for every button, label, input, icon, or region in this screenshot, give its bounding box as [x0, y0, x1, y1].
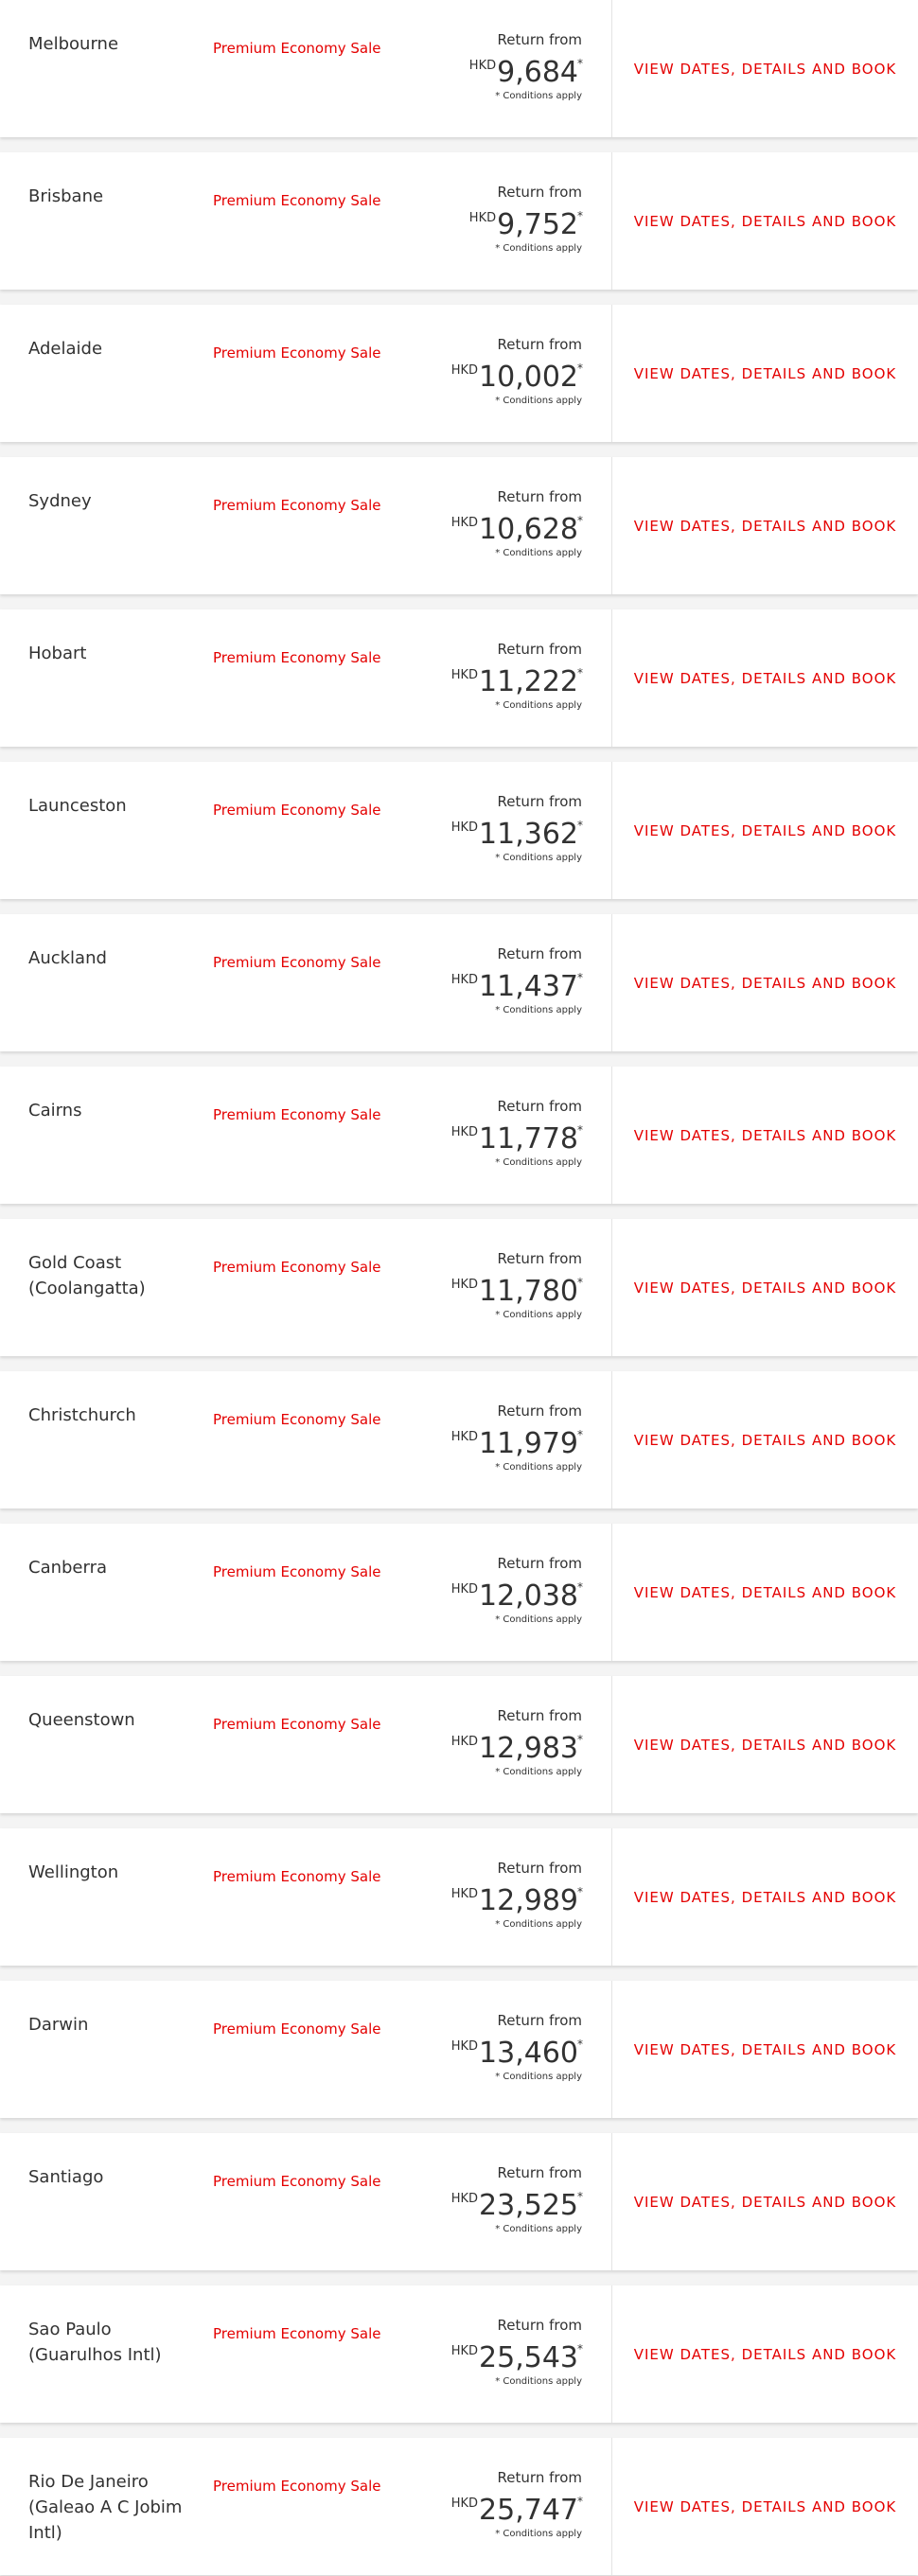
view-dates-button[interactable]: VIEW DATES, DETAILS AND BOOK	[612, 1828, 918, 1966]
fare-block	[469, 31, 582, 103]
sale-label: Premium Economy Sale	[213, 1716, 381, 1733]
conditions-note: * Conditions apply	[495, 91, 582, 101]
price	[451, 1118, 582, 1155]
view-dates-button[interactable]: VIEW DATES, DETAILS AND BOOK	[612, 1371, 918, 1509]
currency-code: HKD	[450, 1278, 479, 1292]
sale-label: Premium Economy Sale	[213, 2173, 381, 2190]
destination-name: Darwin	[28, 2015, 89, 2035]
destination-name: Queenstown	[28, 1710, 135, 1730]
price-asterisk: *	[577, 666, 583, 679]
price	[451, 2184, 582, 2221]
price-amount: 9,684	[497, 56, 578, 89]
currency-code: HKD	[468, 59, 497, 73]
price-asterisk: *	[577, 2190, 583, 2203]
price-asterisk: *	[577, 1580, 583, 1594]
sale-label: Premium Economy Sale	[213, 497, 381, 514]
price	[451, 2032, 582, 2069]
sale-label: Premium Economy Sale	[213, 1411, 381, 1428]
view-dates-button[interactable]: VIEW DATES, DETAILS AND BOOK	[612, 457, 918, 594]
deal-card	[0, 1524, 918, 1661]
sale-label: Premium Economy Sale	[213, 1259, 381, 1276]
price-amount: 12,983	[479, 1732, 578, 1765]
sale-label: Premium Economy Sale	[213, 1868, 381, 1885]
price-asterisk: *	[577, 1733, 583, 1746]
destination-name: Santiago	[28, 2167, 104, 2187]
destination-name: Wellington	[28, 1862, 119, 1882]
price-asterisk: *	[577, 362, 583, 375]
conditions-note: * Conditions apply	[495, 2224, 582, 2234]
currency-code: HKD	[450, 2039, 479, 2054]
price-asterisk: *	[577, 2495, 583, 2508]
fare-block	[451, 2012, 582, 2084]
conditions-note: * Conditions apply	[495, 853, 582, 863]
destination-name: Christchurch	[28, 1405, 136, 1425]
return-from-label: Return from	[497, 184, 582, 201]
conditions-note: * Conditions apply	[495, 1462, 582, 1473]
return-from-label: Return from	[497, 1403, 582, 1420]
currency-code: HKD	[450, 1430, 479, 1444]
view-dates-button[interactable]: VIEW DATES, DETAILS AND BOOK	[612, 914, 918, 1051]
return-from-label: Return from	[497, 1250, 582, 1267]
deal-card	[0, 305, 918, 442]
price-asterisk: *	[577, 819, 583, 832]
deal-card	[0, 1676, 918, 1813]
view-dates-button[interactable]: VIEW DATES, DETAILS AND BOOK	[612, 2285, 918, 2423]
price-asterisk: *	[577, 971, 583, 984]
price-asterisk: *	[577, 2038, 583, 2051]
view-dates-button[interactable]: VIEW DATES, DETAILS AND BOOK	[612, 609, 918, 747]
fare-block	[451, 488, 582, 560]
fare-block	[451, 2317, 582, 2389]
destination-name: Sydney	[28, 491, 92, 511]
price-amount: 12,038	[479, 1579, 578, 1613]
price-asterisk: *	[577, 209, 583, 222]
return-from-label: Return from	[497, 793, 582, 810]
conditions-note: * Conditions apply	[495, 700, 582, 711]
price	[451, 356, 582, 393]
deal-card	[0, 1828, 918, 1966]
price-amount: 12,989	[479, 1884, 578, 1917]
return-from-label: Return from	[497, 2012, 582, 2029]
fare-block	[451, 1860, 582, 1932]
price-asterisk: *	[577, 1276, 583, 1289]
price	[451, 2337, 582, 2373]
return-from-label: Return from	[497, 2164, 582, 2181]
price	[451, 1270, 582, 1307]
currency-code: HKD	[468, 211, 497, 225]
price	[451, 2489, 582, 2526]
return-from-label: Return from	[497, 1860, 582, 1877]
sale-label: Premium Economy Sale	[213, 802, 381, 819]
sale-label: Premium Economy Sale	[213, 954, 381, 971]
return-from-label: Return from	[497, 641, 582, 658]
conditions-note: * Conditions apply	[495, 243, 582, 254]
view-dates-button[interactable]: VIEW DATES, DETAILS AND BOOK	[612, 152, 918, 290]
price	[451, 813, 582, 850]
deal-card	[0, 1371, 918, 1509]
return-from-label: Return from	[497, 945, 582, 962]
fare-block	[451, 2164, 582, 2236]
conditions-note: * Conditions apply	[495, 548, 582, 558]
return-from-label: Return from	[497, 2317, 582, 2334]
price	[451, 1575, 582, 1612]
sale-label: Premium Economy Sale	[213, 2020, 381, 2038]
price-amount: 10,002	[479, 361, 578, 394]
fare-block	[451, 1250, 582, 1322]
view-dates-button[interactable]: VIEW DATES, DETAILS AND BOOK	[612, 1067, 918, 1204]
price-amount: 25,747	[479, 2494, 578, 2527]
price-asterisk: *	[577, 1885, 583, 1898]
price-amount: 11,778	[479, 1122, 578, 1156]
fare-block	[451, 336, 582, 408]
sale-label: Premium Economy Sale	[213, 2325, 381, 2342]
price	[469, 203, 582, 240]
view-dates-button[interactable]: VIEW DATES, DETAILS AND BOOK	[612, 2133, 918, 2270]
deal-card	[0, 1067, 918, 1204]
price-asterisk: *	[577, 514, 583, 527]
return-from-label: Return from	[497, 336, 582, 353]
return-from-label: Return from	[497, 1098, 582, 1115]
price-asterisk: *	[577, 57, 583, 70]
fare-block	[451, 2469, 582, 2541]
deal-card	[0, 609, 918, 747]
fare-block	[451, 793, 582, 865]
currency-code: HKD	[450, 973, 479, 987]
deal-card	[0, 762, 918, 899]
deal-card	[0, 914, 918, 1051]
price	[451, 1879, 582, 1916]
return-from-label: Return from	[497, 1555, 582, 1572]
currency-code: HKD	[450, 363, 479, 378]
price-asterisk: *	[577, 1428, 583, 1441]
price-amount: 25,543	[479, 2341, 578, 2374]
price-amount: 11,362	[479, 818, 578, 851]
deal-card	[0, 457, 918, 594]
deal-card	[0, 2438, 918, 2575]
sale-label: Premium Economy Sale	[213, 40, 381, 57]
sale-label: Premium Economy Sale	[213, 649, 381, 666]
sale-label: Premium Economy Sale	[213, 1563, 381, 1580]
destination-name: Sao Paulo (Guarulhos Intl)	[28, 2320, 162, 2365]
destination-name: Gold Coast (Coolangatta)	[28, 1253, 146, 1298]
conditions-note: * Conditions apply	[495, 2376, 582, 2387]
price	[469, 51, 582, 88]
conditions-note: * Conditions apply	[495, 2529, 582, 2539]
view-dates-button[interactable]: VIEW DATES, DETAILS AND BOOK	[612, 305, 918, 442]
price-amount: 9,752	[497, 208, 578, 241]
view-dates-button[interactable]: VIEW DATES, DETAILS AND BOOK	[612, 0, 918, 137]
price	[451, 965, 582, 1002]
fare-block	[451, 641, 582, 713]
conditions-note: * Conditions apply	[495, 1005, 582, 1015]
price-amount: 11,780	[479, 1275, 578, 1308]
destination-name: Cairns	[28, 1101, 82, 1120]
conditions-note: * Conditions apply	[495, 1919, 582, 1930]
fare-block	[451, 1403, 582, 1474]
currency-code: HKD	[450, 1735, 479, 1749]
view-dates-button[interactable]: VIEW DATES, DETAILS AND BOOK	[612, 1219, 918, 1356]
currency-code: HKD	[450, 1582, 479, 1597]
currency-code: HKD	[450, 516, 479, 530]
conditions-note: * Conditions apply	[495, 1614, 582, 1625]
price-amount: 23,525	[479, 2189, 578, 2222]
currency-code: HKD	[450, 1887, 479, 1901]
view-dates-button[interactable]: VIEW DATES, DETAILS AND BOOK	[612, 762, 918, 899]
price	[451, 661, 582, 697]
destination-name: Brisbane	[28, 186, 104, 206]
conditions-note: * Conditions apply	[495, 1157, 582, 1168]
currency-code: HKD	[450, 1125, 479, 1139]
destination-name: Canberra	[28, 1558, 108, 1578]
destination-name: Auckland	[28, 948, 107, 968]
price-amount: 10,628	[479, 513, 578, 546]
return-from-label: Return from	[497, 488, 582, 505]
deal-card	[0, 0, 918, 137]
fare-block	[451, 1555, 582, 1627]
currency-code: HKD	[450, 2344, 479, 2358]
fare-block	[451, 945, 582, 1017]
conditions-note: * Conditions apply	[495, 2072, 582, 2082]
destination-name: Rio De Janeiro (Galeao A C Jobim Intl)	[28, 2472, 183, 2543]
destination-name: Launceston	[28, 796, 127, 816]
view-dates-button[interactable]: VIEW DATES, DETAILS AND BOOK	[612, 1524, 918, 1661]
return-from-label: Return from	[497, 31, 582, 48]
fare-block	[469, 184, 582, 256]
conditions-note: * Conditions apply	[495, 1310, 582, 1320]
fare-block	[451, 1098, 582, 1170]
price-amount: 11,979	[479, 1427, 578, 1460]
price	[451, 508, 582, 545]
currency-code: HKD	[450, 2192, 479, 2206]
view-dates-button[interactable]: VIEW DATES, DETAILS AND BOOK	[612, 2438, 918, 2575]
destination-name: Melbourne	[28, 34, 119, 54]
deal-card	[0, 1981, 918, 2118]
price-asterisk: *	[577, 1123, 583, 1137]
currency-code: HKD	[450, 2497, 479, 2511]
destination-name: Hobart	[28, 644, 87, 663]
return-from-label: Return from	[497, 1707, 582, 1724]
price-amount: 11,222	[479, 665, 578, 698]
currency-code: HKD	[450, 668, 479, 682]
view-dates-button[interactable]: VIEW DATES, DETAILS AND BOOK	[612, 1676, 918, 1813]
sale-label: Premium Economy Sale	[213, 192, 381, 209]
sale-label: Premium Economy Sale	[213, 344, 381, 362]
deal-card	[0, 1219, 918, 1356]
fare-block	[451, 1707, 582, 1779]
return-from-label: Return from	[497, 2469, 582, 2486]
deal-card	[0, 2133, 918, 2270]
price	[451, 1422, 582, 1459]
sale-label: Premium Economy Sale	[213, 1106, 381, 1123]
price	[451, 1727, 582, 1764]
conditions-note: * Conditions apply	[495, 1767, 582, 1777]
price-asterisk: *	[577, 2342, 583, 2355]
deal-card	[0, 152, 918, 290]
destination-name: Adelaide	[28, 339, 103, 359]
conditions-note: * Conditions apply	[495, 396, 582, 406]
deal-card	[0, 2285, 918, 2423]
sale-label: Premium Economy Sale	[213, 2478, 381, 2495]
currency-code: HKD	[450, 820, 479, 835]
price-amount: 13,460	[479, 2037, 578, 2070]
price-amount: 11,437	[479, 970, 578, 1003]
view-dates-button[interactable]: VIEW DATES, DETAILS AND BOOK	[612, 1981, 918, 2118]
